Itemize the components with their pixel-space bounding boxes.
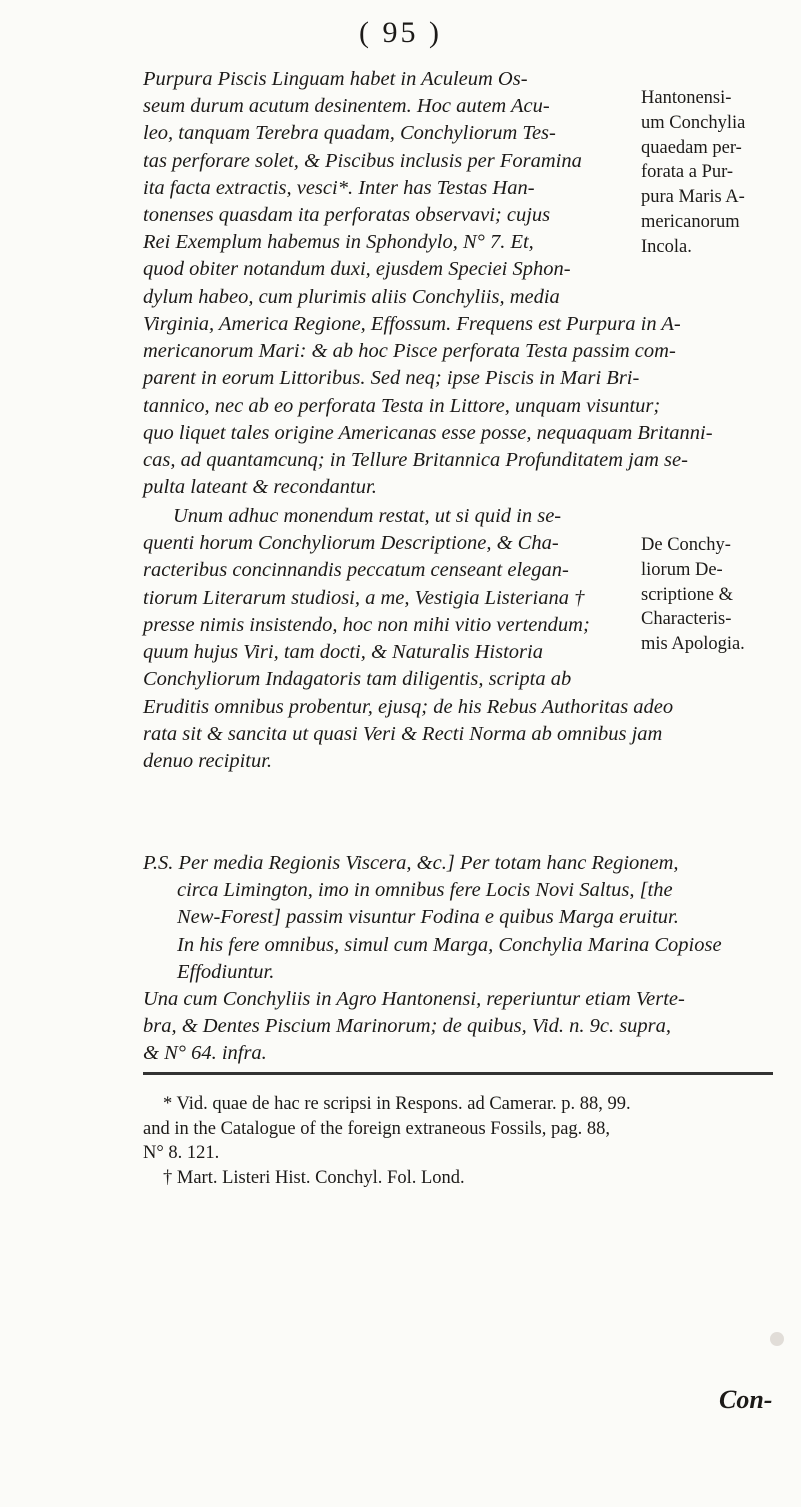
- marginal-line: liorum De-: [641, 559, 723, 580]
- footnote-line: * Vid. quae de hac re scripsi in Respons. ad Camerar. p. 88, 99.: [163, 1094, 631, 1114]
- ps-line: Effodiuntur.: [177, 960, 275, 983]
- text-line: dylum habeo, cum plurimis aliis Conchyliis, media: [143, 285, 560, 308]
- ps-line: & N° 64. infra.: [143, 1042, 267, 1065]
- main-text-block-2: [143, 311, 773, 501]
- marginal-line: Characteris-: [641, 609, 732, 630]
- text-line: quum hujus Viri, tam docti, & Naturalis Historia: [143, 641, 543, 664]
- text-line: Purpura Piscis Linguam habet in Aculeum Os-: [143, 68, 528, 90]
- text-line: tonenses quasdam ita perforatas observavi; cujus: [143, 204, 551, 227]
- text-line: quod obiter notandum duxi, ejusdem Speciei Sphon-: [143, 258, 571, 281]
- page-number: ( 95 ): [359, 16, 442, 49]
- marginal-line: Incola.: [641, 236, 692, 257]
- text-line: quenti horum Conchyliorum Descriptione, & Cha-: [143, 532, 559, 555]
- paper-stain: [770, 1332, 784, 1346]
- text-line: seum durum acutum desinentem. Hoc autem Acu-: [143, 95, 550, 118]
- marginal-line: forata a Pur-: [641, 162, 734, 183]
- text-line: ita facta extractis, vesci*. Inter has Testas Han-: [143, 176, 535, 199]
- marginal-line: De Conchy-: [641, 535, 731, 555]
- text-line: mericanorum Mari: & ab hoc Pisce perforata Testa passim com-: [143, 340, 676, 363]
- text-line: pulta lateant & recondantur.: [143, 476, 377, 499]
- text-line: Virginia, America Regione, Effossum. Frequens est Purpura in A-: [143, 313, 681, 335]
- text-line: tas perforare solet, & Piscibus inclusis per Foramina: [143, 149, 582, 172]
- marginal-line: mis Apologia.: [641, 634, 745, 655]
- ps-line: bra, & Dentes Piscium Marinorum; de quibus, Vid. n. 9c. supra,: [143, 1015, 672, 1038]
- text-line: Rei Exemplum habemus in Sphondylo, N° 7. Et,: [143, 231, 534, 254]
- postscript: [143, 850, 743, 1068]
- marginal-line: mericanorum: [641, 211, 740, 232]
- footnote-line: † Mart. Listeri Hist. Conchyl. Fol. Lond.: [163, 1167, 465, 1188]
- marginal-line: um Conchylia: [641, 112, 746, 133]
- ps-line: In his fere omnibus, simul cum Marga, Conchylia Marina Copiose: [177, 933, 722, 956]
- text-line: cas, ad quantamcunq; in Tellure Britannica Profunditatem jam se-: [143, 449, 688, 472]
- main-text-block-4: [143, 694, 773, 776]
- text-line: Unum adhuc monendum restat, ut si quid in se-: [173, 505, 562, 527]
- text-line: tiorum Literarum studiosi, a me, Vestigia Listeriana †: [143, 586, 585, 609]
- text-line: racteribus concinnandis peccatum censeant elegan-: [143, 559, 569, 582]
- catchword: Con-: [719, 1385, 773, 1414]
- marginal-note-hantonensium: [641, 86, 801, 260]
- text-line: Conchyliorum Indagatoris tam diligentis, scripta ab: [143, 668, 572, 691]
- ps-line: Una cum Conchyliis in Agro Hantonensi, reperiuntur etiam Verte-: [143, 988, 685, 1011]
- ps-line: P.S. Per media Regionis Viscera, &c.] Per totam hanc Regionem,: [143, 852, 679, 874]
- text-line: presse nimis insistendo, hoc non mihi vitio vertendum;: [143, 613, 590, 636]
- footnote-divider: [143, 1072, 773, 1075]
- main-text-block-3: [143, 503, 633, 693]
- footnotes: [143, 1092, 773, 1190]
- marginal-line: scriptione &: [641, 584, 733, 605]
- footnote-line: N° 8. 121.: [143, 1143, 220, 1163]
- text-line: Eruditis omnibus probentur, ejusq; de his Rebus Authoritas adeo: [143, 696, 674, 718]
- main-text-block-1: [143, 66, 633, 311]
- marginal-line: Hantonensi-: [641, 88, 732, 108]
- marginal-line: pura Maris A-: [641, 187, 745, 208]
- marginal-note-apologia: [641, 533, 801, 657]
- marginal-line: quaedam per-: [641, 137, 742, 158]
- text-line: parent in eorum Littoribus. Sed neq; ipse Piscis in Mari Bri-: [143, 367, 640, 390]
- text-line: tannico, nec ab eo perforata Testa in Littore, unquam visuntur;: [143, 394, 661, 417]
- text-line: leo, tanquam Terebra quadam, Conchyliorum Tes-: [143, 122, 556, 145]
- text-line: rata sit & sancita ut quasi Veri & Recti Norma ab omnibus jam: [143, 723, 663, 746]
- text-line: quo liquet tales origine Americanas esse posse, nequaquam Britanni-: [143, 421, 713, 444]
- ps-line: New-Forest] passim visuntur Fodina e quibus Marga eruitur.: [177, 906, 679, 929]
- ps-line: circa Limington, imo in omnibus fere Locis Novi Saltus, [the: [177, 879, 673, 902]
- text-line: denuo recipitur.: [143, 750, 273, 773]
- footnote-line: and in the Catalogue of the foreign extraneous Fossils, pag. 88,: [143, 1118, 611, 1139]
